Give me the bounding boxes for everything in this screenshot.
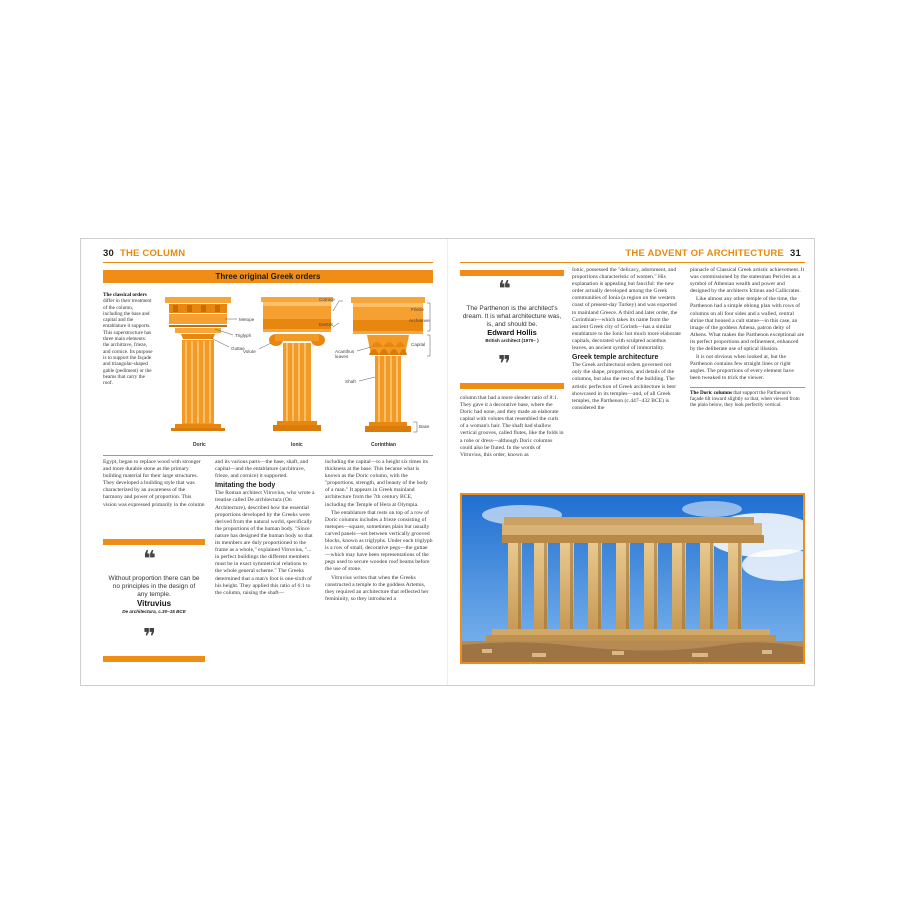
callout-volute: Volute <box>243 349 256 354</box>
callout-cornice: Cornice <box>319 297 335 302</box>
left-col2 <box>215 459 315 597</box>
right-quote-text: The Parthenon is the architect's dream. It is what architecture was, is, and should be. <box>462 305 562 328</box>
order-label-doric: Doric <box>193 442 206 448</box>
left-quote-source: De architectura, c.30–15 BCE <box>122 609 186 614</box>
open-quote-icon: ❝ <box>143 547 156 572</box>
right-quote-source: British architect (1970– ) <box>485 338 539 344</box>
callout-triglyph: Triglyph <box>235 333 252 338</box>
left-col2-text-a: and its various parts—the base, shaft, and capital—and the entablature (architrave, frieze, and cornice) it supported. <box>215 459 309 480</box>
right-page <box>448 239 815 685</box>
right-running-head <box>625 248 801 259</box>
orders-illustration <box>159 293 434 451</box>
right-quote <box>462 305 562 345</box>
left-quote-bar-bottom <box>103 656 205 662</box>
left-head-rule <box>103 262 433 263</box>
left-col1-text: Egypt, began to replace wood with stronger and more durable stone as the primary building material for their large structures. They developed a building style that was characterized by an awareness of the harmony and power of proportion. This vision was expressed primarily in the column <box>103 459 205 508</box>
ionic-column <box>261 297 333 431</box>
caption-lead: The classical orders <box>103 292 147 298</box>
photo-caption-lead: The Doric columns <box>690 389 733 396</box>
parthenon-photo <box>460 493 805 664</box>
right-col2 <box>572 267 682 412</box>
left-quote-text: Without proportion there can be no principles in the design of any temple. <box>108 575 200 598</box>
callout-architrave: Architrave <box>409 318 430 323</box>
photo-caption <box>690 390 805 409</box>
imitating-body-subhead: Imitating the body <box>215 482 276 490</box>
left-quote-name: Vitruvius <box>136 599 172 608</box>
right-col1-text: column that had a more slender ratio of 8:1. They gave it a decorative base, where the Doric had none, and they made an elaborate capital with volutes that resembled the curls of a woman's hair. The shaft had shallow vertical grooves, called flutes, like the folds in a robe or dress—although Doric columns could also be fluted. In the words of Vitruvius, this order, known as <box>460 395 564 458</box>
classical-orders-caption <box>103 292 153 386</box>
open-quote-icon-right: ❝ <box>498 277 511 302</box>
left-col3-text-b: The entablature that rests on top of a row of Doric columns includes a frieze consisting of metopes—square, sometimes plain but usually carved panels—set between vertically grooved blocks, known as triglyphs. Under each triglyph is a row of small, decorative pegs—the guttae—which may have been representations of the pegs used to secure wooden roof beams before the use of stone. <box>325 509 433 573</box>
callout-dentils: Dentils <box>319 322 334 327</box>
left-running-head-title: THE COLUMN <box>119 248 186 259</box>
close-quote-icon-right: ❞ <box>498 352 511 377</box>
callout-acanthus: Acanthus leaves <box>335 349 355 359</box>
left-col3-text-a: including the capital—to a height six times its thickness at the base. This became what is known as the Doric column, with the "proportions, strength, and beauty of the body of a man." It appears in Greek mainland architecture from the 7th century BCE, including the Temple of Hera at Olympia. <box>325 459 429 508</box>
order-label-ionic: Ionic <box>291 442 303 448</box>
greek-temple-subhead: Greek temple architecture <box>572 354 659 362</box>
orders-diagram <box>159 293 434 451</box>
left-page <box>81 239 448 685</box>
right-quote-bar-bottom <box>460 383 564 389</box>
right-page-number: 31 <box>790 248 801 259</box>
left-quote-bar-top <box>103 539 205 545</box>
callout-capital: Capital <box>411 342 426 347</box>
callout-metope: Metope <box>239 317 255 322</box>
book-spread <box>80 238 815 686</box>
callout-guttae: Guttae <box>231 346 245 351</box>
right-col3 <box>690 267 805 408</box>
left-running-head <box>103 248 185 259</box>
callout-base: Base <box>419 424 430 429</box>
right-col3-text-c: It is not obvious when looked at, but the Parthenon contains few straight lines or right angles. The proportions of every element have been tweaked to trick the viewer. <box>690 354 794 382</box>
right-quote-bar-top <box>460 270 564 276</box>
left-col3 <box>325 459 433 603</box>
right-col2-text-b: The Greek architectural orders governed not only the shape, proportions, and details of the columns, but also the rest of the building. The artistic perfection of Greek architecture is best showcased in its temples—and, of all Greek temples, the Parthenon (c.447–432 BCE) is considered the <box>572 362 676 411</box>
left-col2-text-b: The Roman architect Vitruvius, who wrote a treatise called De architectura (On Architecture), described how the essential proportions developed by the Greeks were derived from the natural world, specifically the proportions of the human body. "Since nature has designed the human body so that its members are duly proportioned to the frame as a whole," explained Vitruvius, "... in perfect buildings the different members must be in exact symmetrical relations to the whole general scheme." The Greeks determined that a man's foot is one-sixth of his height. They applied this ratio of 6:1 to the column, raising the shaft— <box>215 490 315 596</box>
parthenon-image <box>462 495 803 662</box>
left-quote <box>107 575 201 616</box>
callout-shaft: Shaft <box>345 379 356 384</box>
caption-text: differ in their treatment of the column, including the base and capital and the entablature it supports. This superstructure has three main elements: the architrave, frieze, and cornice. Its purpose is to support the façade and triangular-shaped gable (pediment) or the beams that carry the roof. <box>103 298 153 387</box>
callout-frieze: Frieze <box>411 307 424 312</box>
right-col3-text-b: Like almost any other temple of the time, the Parthenon had a simple oblong plan with rows of columns on all four sides and a walled, central shrine that housed a cult statue—in this case, an image of the goddess Athena, patron deity of Athens. What makes the Parthenon exceptional are its perfect proportions and refinement, enhanced by the deliberate use of optical illusion. <box>690 296 805 353</box>
photo-caption-rule <box>690 387 805 388</box>
right-col3-text-a: pinnacle of Classical Greek artistic achievement. It was commissioned by the statesman Pericles as a symbol of Athenian wealth and power and designed by the architects Ictinus and Callicrates. <box>690 267 805 295</box>
close-quote-icon: ❞ <box>143 625 156 650</box>
photo-caption-text: that support the Parthenon's façade tilt inward slightly so that, when viewed from the plain below, they look perfectly vertical. <box>690 389 800 409</box>
diagram-divider <box>103 455 433 456</box>
left-col3-text-c: Vitruvius writes that when the Greeks constructed a temple to the goddess Artemis, they required an architecture that reflected her femininity, so they introduced a <box>325 574 429 602</box>
left-page-number: 30 <box>103 248 114 259</box>
order-label-corinthian: Corinthian <box>371 442 396 448</box>
orders-banner: Three original Greek orders <box>103 270 433 283</box>
right-quote-name: Edward Hollis <box>487 328 537 338</box>
right-running-head-title: THE ADVENT OF ARCHITECTURE <box>625 248 785 259</box>
right-head-rule <box>460 262 805 263</box>
doric-column <box>165 297 231 431</box>
right-col2-text-a: Ionic, possessed the "delicacy, adornment, and proportions characteristic of women." His explanation is appealing but fanciful: the new order actually developed among the Greek communities of Ionia (a region on the western coast of present-day Turkey) and was exported to mainland Greece. A third and later order, the Corinthian—which takes its name from the ancient Greek city of Corinth—has a similar entablature to the Ionic but much more elaborate capitals, decorated with sculpted acanthus leaves, an ancient symbol of immortality. <box>572 267 681 352</box>
